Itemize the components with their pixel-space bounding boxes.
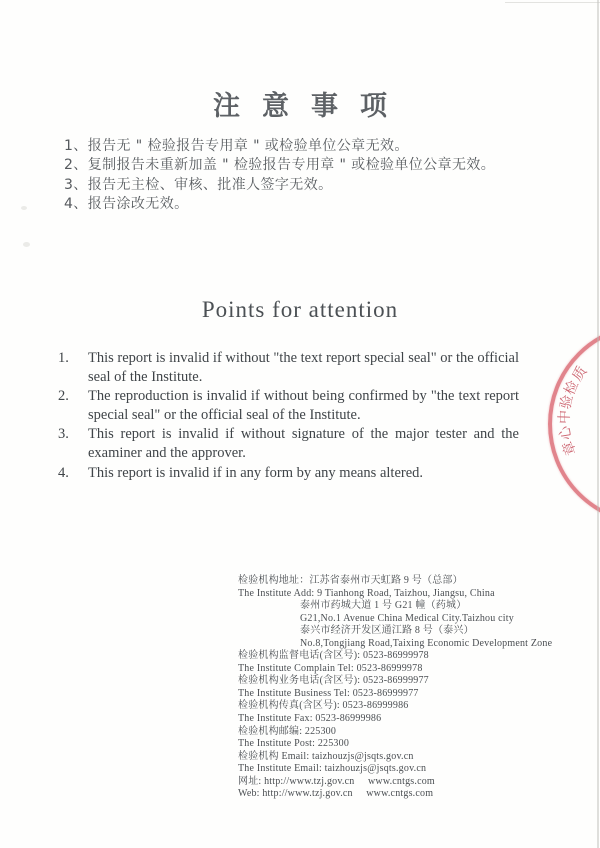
seal-character: 章 — [560, 438, 580, 458]
institute-address3-en: No.8,Tongjiang Road,Taixing Economic Development Zone — [300, 637, 553, 649]
item-number: 1. — [58, 350, 69, 366]
institute-fax-en: The Institute Fax: 0523-86999986 — [238, 713, 382, 725]
institute-post-cn: 检验机构邮编: 225300 — [238, 725, 337, 737]
item-number: 3. — [58, 426, 69, 443]
seal-character: 验 — [557, 393, 577, 411]
institute-address2-cn: 泰州市药城大道 1 号 G21 幢（药城） — [300, 600, 467, 612]
chinese-notice-item: 3、报告无主检、审核、批准人签字无效。 — [64, 176, 333, 193]
chinese-notice-item: 4、报告涂改无效。 — [64, 195, 189, 212]
item-text: The reproduction is invalid if without being confirmed by "the text report special seal" or the official seal of the Institute. — [88, 388, 519, 423]
seal-character: 心 — [557, 424, 575, 442]
institute-email-en: The Institute Email: taizhouzjs@jsqts.gov.cn — [238, 763, 427, 775]
institute-address2-en: G21,No.1 Avenue China Medical City.Taizhou city — [300, 612, 514, 624]
scan-speck — [23, 242, 30, 247]
institute-complain-tel-en: The Institute Complain Tel: 0523-86999978 — [238, 662, 423, 674]
item-text: This report is invalid if in any form by any means altered. — [88, 464, 424, 481]
scan-edge-top — [505, 2, 600, 3]
english-notice-item — [58, 464, 519, 483]
chinese-notice-item: 2、复制报告未重新加盖 " 检验报告专用章 " 或检验单位公章无效。 — [64, 157, 496, 174]
english-notice-item — [58, 349, 519, 386]
english-notice-item — [58, 425, 519, 462]
item-number: 2. — [58, 388, 69, 405]
english-notice-item — [58, 387, 519, 424]
english-title: Points for attention — [201, 297, 399, 322]
institute-address-cn: 检验机构地址：江苏省泰州市天虹路 9 号（总部） — [238, 575, 463, 586]
chinese-title: 注意事项 — [213, 91, 409, 122]
seal-character: 中 — [556, 409, 574, 425]
institute-address-en: The Institute Add: 9 Tianhong Road, Taizhou, Jiangsu, China — [238, 587, 495, 599]
seal-character: 质 — [569, 363, 591, 385]
institute-website-cn: 网址: http://www.tzj.gov.cn www.cntgs.com — [238, 775, 435, 787]
institute-post-en: The Institute Post: 225300 — [238, 738, 350, 750]
scan-speck — [21, 206, 27, 210]
item-number: 4. — [58, 464, 69, 481]
institute-complain-tel-cn: 检验机构监督电话(含区号): 0523-86999978 — [238, 650, 429, 662]
scan-edge-right — [597, 0, 599, 848]
institute-business-tel-en: The Institute Business Tel: 0523-86999977 — [238, 687, 419, 699]
institute-contact-block — [238, 575, 568, 801]
chinese-notice-list — [64, 137, 534, 214]
red-seal-stamp — [548, 323, 600, 525]
item-text: This report is invalid if without signature of the major tester and the examiner and the approver. — [88, 426, 519, 461]
institute-address3-cn: 泰兴市经济开发区通江路 8 号（泰兴） — [300, 625, 474, 637]
item-text: This report is invalid if without "the text report special seal" or the official seal of the Institute. — [88, 350, 519, 385]
institute-email-cn: 检验机构 Email: taizhouzjs@jsqts.gov.cn — [238, 750, 414, 762]
english-notice-list — [58, 349, 519, 483]
institute-business-tel-cn: 检验机构业务电话(含区号): 0523-86999977 — [238, 675, 429, 687]
institute-fax-cn: 检验机构传真(含区号): 0523-86999986 — [238, 700, 409, 712]
chinese-notice-item: 1、报告无 " 检验报告专用章 " 或检验单位公章无效。 — [64, 138, 409, 154]
institute-website-en: Web: http://www.tzj.gov.cn www.cntgs.com — [238, 788, 434, 800]
seal-character: 检 — [561, 378, 583, 398]
